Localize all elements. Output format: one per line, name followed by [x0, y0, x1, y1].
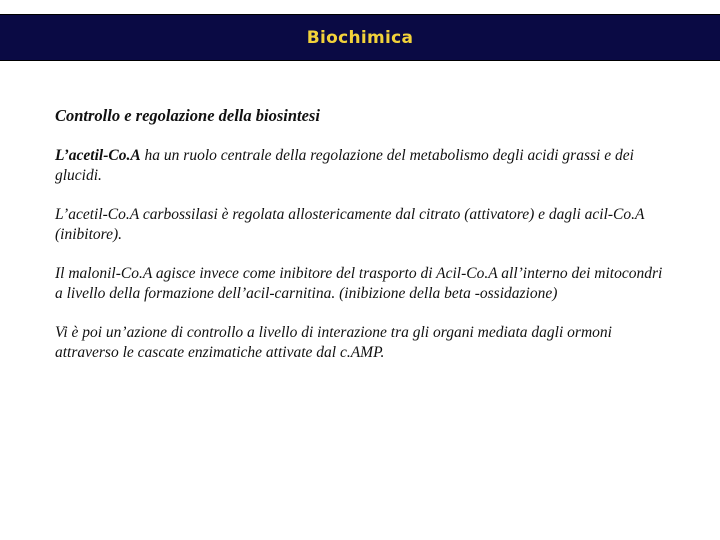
paragraph-carboxylase: L’acetil-Co.A carbossilasi è regolata allostericamente dal citrato (attivatore) e dagli acil-Co.A (inibitore).: [55, 206, 645, 243]
slide-content: [55, 106, 665, 382]
paragraph-acetyl-coa: [55, 146, 665, 186]
paragraph-1-text: ha un ruolo centrale della regolazione del metabolismo degli acidi grassi e dei glucidi.: [55, 147, 634, 184]
acetyl-coa-term: L’acetil-Co.A: [55, 147, 141, 164]
header-bar: [0, 14, 720, 61]
paragraph-hormonal-control: Vi è poi un’azione di controllo a livello di interazione tra gli organi mediata dagli ormoni attraverso le cascate enzimatiche attivate dal c.AMP.: [55, 324, 612, 361]
paragraph-malonyl-coa: Il malonil-Co.A agisce invece come inibitore del trasporto di Acil-Co.A all’interno dei mitocondri a livello della formazione dell’acil-carnitina. (inibizione della beta -ossidazione): [55, 265, 663, 302]
section-title: Controllo e regolazione della biosintesi: [55, 106, 320, 125]
header-title: Biochimica: [306, 27, 414, 48]
